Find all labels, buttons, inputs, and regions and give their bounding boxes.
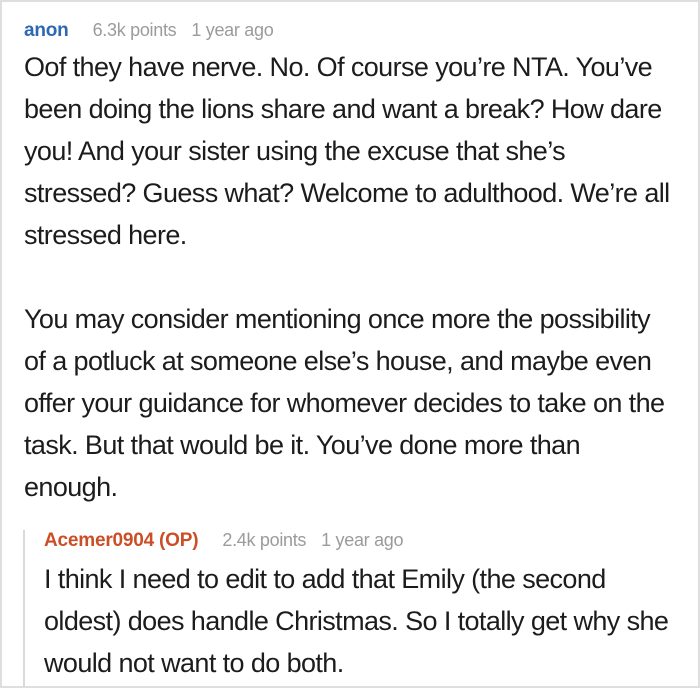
reply-comment <box>23 530 678 688</box>
top-comment-paragraph-1: Oof they have nerve. No. Of course you’re NTA. You’ve been doing the lions share and want a break? How dare you! And your sister using the excuse that she’s stressed? Guess what? Welcome to adulthood. We’re all stressed here. <box>24 52 670 250</box>
top-comment-timestamp: 1 year ago <box>191 20 274 40</box>
reply-comment-points: 2.4k points <box>222 530 307 550</box>
top-comment-body <box>24 46 678 508</box>
reply-comment-header <box>44 530 678 552</box>
reply-comment-body <box>44 558 678 684</box>
top-comment-header <box>24 20 678 42</box>
reply-comment-paragraph: I think I need to edit to add that Emily (the second oldest) does handle Christmas. So I totally get why she would not want to do both. <box>44 564 669 678</box>
reply-comment-timestamp: 1 year ago <box>321 530 404 550</box>
top-comment <box>22 20 678 508</box>
top-comment-paragraph-2: You may consider mentioning once more the possibility of a potluck at someone else’s house, and maybe even offer your guidance for whomever decides to take on the task. But that would be it. You’ve done more than enough. <box>24 304 665 502</box>
top-comment-author-link[interactable]: anon <box>24 20 69 41</box>
top-comment-points: 6.3k points <box>92 20 177 40</box>
reply-comment-author-link[interactable]: Acemer0904 (OP) <box>44 530 199 551</box>
